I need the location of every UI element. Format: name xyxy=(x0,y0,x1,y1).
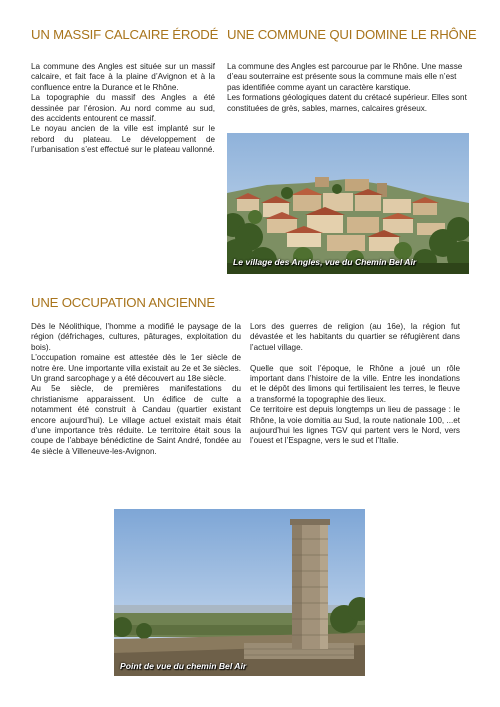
paragraph: Ce territoire est depuis longtemps un lieu de passage : le Rhône, la voie domitia au Sud, la route nationale 100, ...et aujourd’hui les lignes TGV qui partent vers le Nord, vers l’ouest et l’Espagne, vers le sud et l’Italie. xyxy=(250,405,460,446)
text-massif-calcaire xyxy=(31,62,215,156)
paragraph: Au 5e siècle, de premières manifestations du christianisme apparaissent. Un édifice de culte a notamment été construit à Candau (quartier existant encore aujourd’hui). Le village actuel existait mais était d’une importance très réduite. Le territoire était sous la coupe de l’abbaye bénédictine de Saint André, fondée au 4e siècle à Villeneuve-les-Avignon. xyxy=(31,384,241,456)
text-commune-rhone xyxy=(227,62,471,114)
paragraph: La commune des Angles est parcourue par le Rhône. Une masse d’eau souterraine est présente sous la commune mais elle n’est pas identifiée comme ayant un caractère karstique. xyxy=(227,62,463,92)
paragraph: La topographie du massif des Angles a été dessinée par l’érosion. Au nord comme au sud, des accidents entourent ce massif. xyxy=(31,93,215,124)
paragraph-gap xyxy=(250,353,460,363)
paragraph: Dès le Néolithique, l’homme a modifié le paysage de la région (défrichages, cultures, pâturages, exploitation du bois). xyxy=(31,322,241,352)
paragraph: La commune des Angles est située sur un massif calcaire, et fait face à la plaine d’Avignon et à la confluence entre la Durance et le Rhône. xyxy=(31,62,215,92)
village-landscape-image xyxy=(227,133,469,274)
photo-caption: Le village des Angles, vue du Chemin Bel Air xyxy=(233,257,417,267)
text-occupation-right xyxy=(250,322,460,447)
paragraph: Les formations géologiques datent du crétacé supérieur. Elles sont constituées de grès, sables, marnes, calcaires gréseux. xyxy=(227,93,467,113)
paragraph: Quelle que soit l’époque, le Rhône a joué un rôle important dans l’histoire de la ville. Entre les inondations et le dépôt des limons qui fertilisaient les terres, le fleuve a transformé la topographie des lieux. xyxy=(250,363,460,404)
paragraph: Lors des guerres de religion (au 16e), la région fut dévastée et les habitants du quartier se réfugièrent dans l’actuel village. xyxy=(250,322,460,352)
heading-occupation-ancienne: UNE OCCUPATION ANCIENNE xyxy=(31,295,215,310)
photo-caption: Point de vue du chemin Bel Air xyxy=(120,661,247,671)
photo-point-de-vue xyxy=(114,509,365,676)
paragraph: Le noyau ancien de la ville est implanté sur le rebord du plateau. Le développement de l’urbanisation s’est effectué sur le plateau vallonné. xyxy=(31,124,215,155)
text-occupation-left xyxy=(31,322,241,457)
heading-commune-rhone: UNE COMMUNE QUI DOMINE LE RHÔNE xyxy=(227,27,477,42)
paragraph: L’occupation romaine est attestée dès le 1er siècle de notre ère. Une importante villa existait au 2e et 3e siècles. Un grand sarcophage y a été découvert au 18e siècle. xyxy=(31,353,241,384)
tower-landscape-image xyxy=(114,509,365,676)
heading-massif-calcaire: UN MASSIF CALCAIRE ÉRODÉ xyxy=(31,27,219,42)
photo-village-des-angles xyxy=(227,133,469,274)
